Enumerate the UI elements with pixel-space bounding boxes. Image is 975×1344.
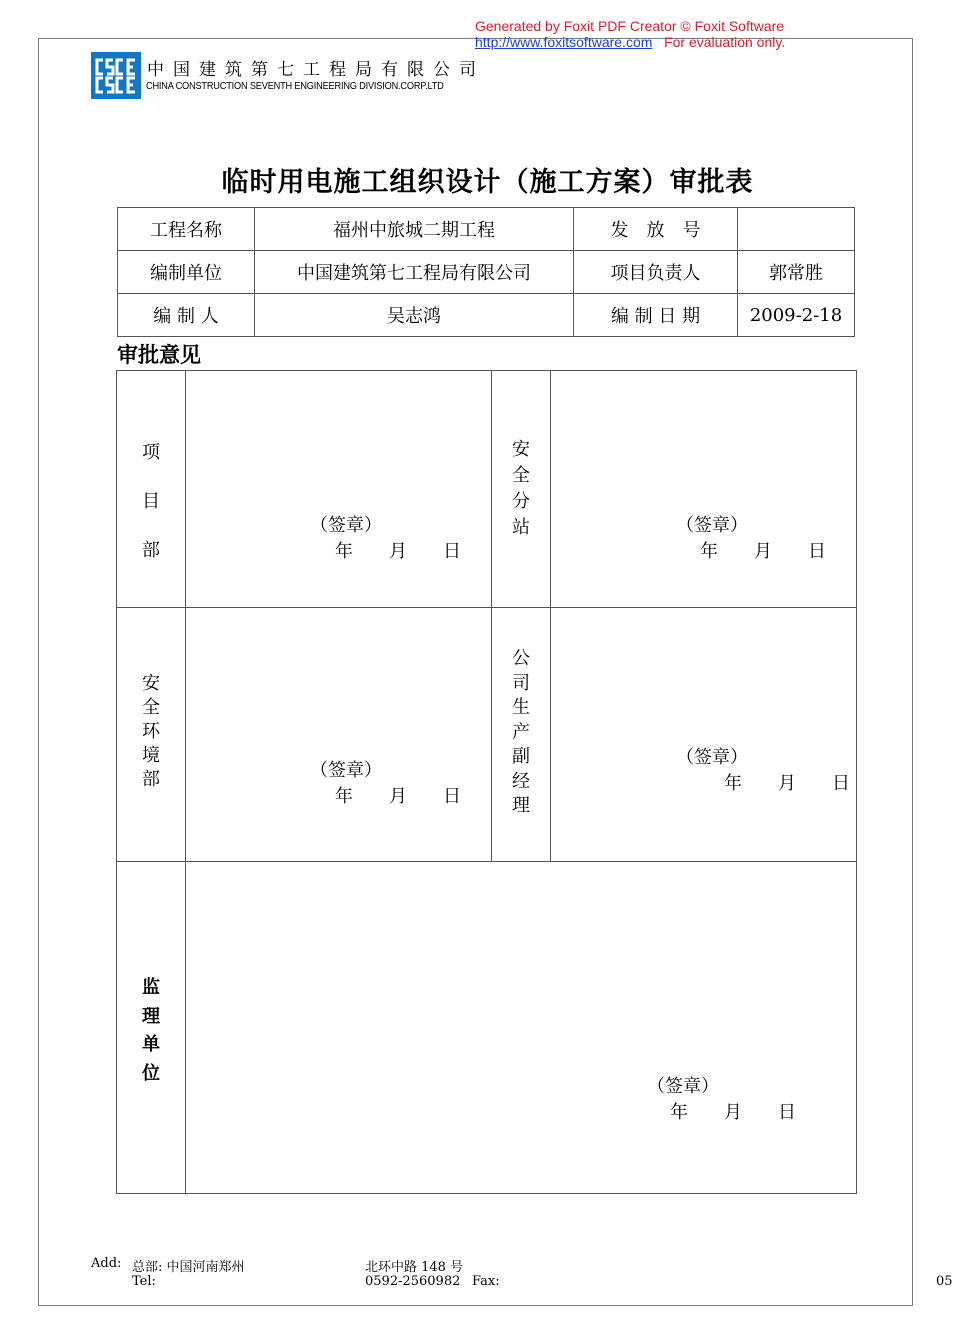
manager-value: 郭常胜	[738, 251, 855, 294]
author-label: 编 制 人	[118, 294, 255, 337]
watermark-note: For evaluation only.	[664, 34, 786, 50]
date-value: 2009-2-18	[738, 294, 855, 337]
project-name-label: 工程名称	[118, 208, 255, 251]
footer-page: 05	[936, 1274, 953, 1289]
footer-hq: 总部: 中国河南郑州	[132, 1260, 245, 1275]
footer-add-label: Add:	[91, 1256, 122, 1271]
table-row	[118, 251, 855, 294]
table-row	[118, 208, 855, 251]
company-name-en: CHINA CONSTRUCTION SEVENTH ENGINEERING DIVISION.CORP.LTD	[146, 81, 444, 92]
dept-label-safety-station: 安 全 分 站	[512, 439, 530, 538]
dept-label-supervision: 监 理 单 位	[142, 977, 160, 1084]
signature-block: （签章） 年 月 日	[647, 1076, 796, 1123]
opinion-cell-safety-station	[551, 371, 857, 608]
issue-number-value	[738, 208, 855, 251]
date-label: 编 制 日 期	[574, 294, 738, 337]
company-name-cn: 中国建筑第七工程局有限公司	[147, 60, 485, 80]
opinion-cell-project	[186, 371, 492, 608]
issue-number-label: 发 放 号	[574, 208, 738, 251]
unit-label: 编制单位	[118, 251, 255, 294]
opinion-cell-safety-env	[186, 608, 492, 862]
opinion-cell-supervision	[186, 862, 857, 1194]
dept-cell-safety-env	[117, 608, 186, 862]
approval-table	[116, 370, 857, 1194]
watermark	[475, 18, 785, 50]
dept-label-safety-env: 安 全 环 境 部	[142, 673, 160, 790]
dept-label-production: 公 司 生 产 副 经 理	[512, 648, 530, 816]
footer-tel-label: Tel:	[132, 1274, 156, 1289]
signature-block: （签章） 年 月 日	[676, 747, 850, 794]
dept-cell-project	[117, 371, 186, 608]
company-logo	[91, 52, 141, 99]
unit-value: 中国建筑第七工程局有限公司	[255, 251, 574, 294]
dept-cell-production	[492, 608, 551, 862]
section-title: 审批意见	[117, 342, 201, 367]
footer-road: 北环中路 148 号	[365, 1260, 464, 1275]
table-row	[118, 294, 855, 337]
opinion-cell-production	[551, 608, 857, 862]
dept-cell-supervision	[117, 862, 186, 1194]
signature-block: （签章） 年 月 日	[310, 760, 461, 807]
manager-label: 项目负责人	[574, 251, 738, 294]
info-table	[117, 207, 855, 337]
table-row	[117, 608, 857, 862]
signature-block: （签章） 年 月 日	[676, 515, 826, 562]
footer-fax-label: Fax:	[472, 1274, 500, 1289]
document-title: 临时用电施工组织设计（施工方案）审批表	[221, 167, 754, 198]
signature-block: （签章） 年 月 日	[310, 515, 461, 562]
dept-cell-safety-station	[492, 371, 551, 608]
footer-tel: 0592-2560982	[365, 1274, 461, 1289]
project-name-value: 福州中旅城二期工程	[255, 208, 574, 251]
author-value: 吴志鸿	[255, 294, 574, 337]
watermark-link[interactable]: http://www.foxitsoftware.com	[475, 34, 653, 50]
table-row	[117, 862, 857, 1194]
watermark-line: Generated by Foxit PDF Creator © Foxit Software	[475, 18, 785, 34]
table-row	[117, 371, 857, 608]
dept-label-project: 项 目 部	[142, 442, 160, 561]
